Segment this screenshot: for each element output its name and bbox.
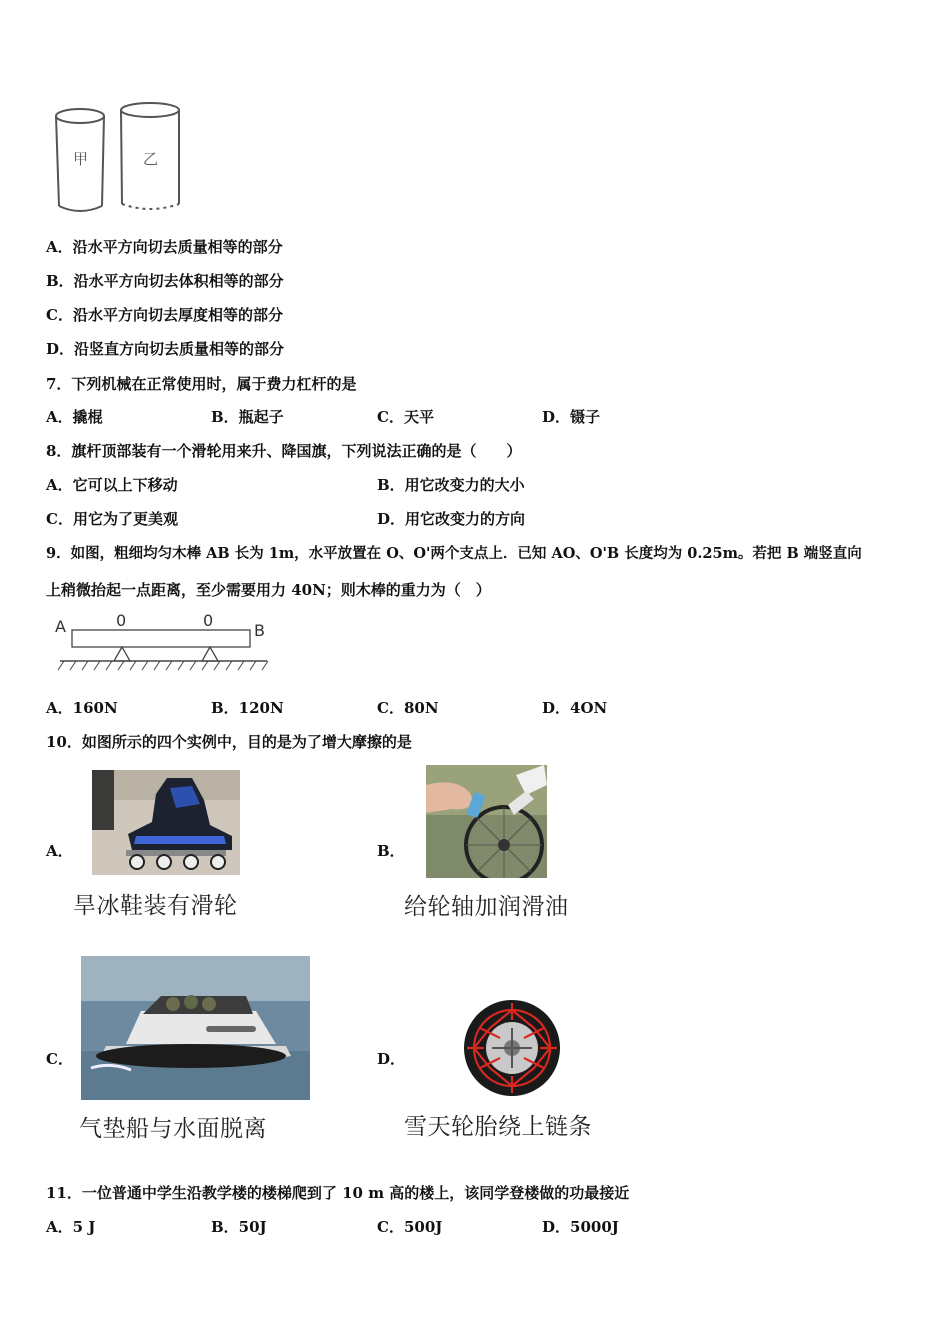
support-left <box>114 647 130 661</box>
q7-option-b: B．瓶起子 <box>211 408 284 426</box>
q11-option-a: A．5 J <box>46 1218 96 1236</box>
q10-option-d-letter: D． <box>377 1050 406 1068</box>
q9-option-b: B．120N <box>211 699 284 717</box>
q8-option-c: C．用它为了更美观 <box>46 510 178 528</box>
q10-option-a-caption: 旱冰鞋装有滑轮 <box>73 893 238 919</box>
q11-stem: 11．一位普通中学生沿教学楼的楼梯爬到了 10 m 高的楼上，该同学登楼做的功最接近 <box>46 1184 630 1202</box>
q8-stem: 8．旗杆顶部装有一个滑轮用来升、降国旗，下列说法正确的是（ ） <box>46 442 522 460</box>
q9-option-c: C．80N <box>377 699 439 717</box>
q7-option-d: D．镊子 <box>542 408 601 426</box>
q10-stem: 10．如图所示的四个实例中，目的是为了增大摩擦的是 <box>46 733 412 751</box>
q8-option-d: D．用它改变力的方向 <box>377 510 526 528</box>
q11-option-d: D．5000J <box>542 1218 619 1236</box>
q9-stem-line2: 上稍微抬起一点距离，至少需要用力 40N；则木棒的重力为（ ） <box>46 581 491 599</box>
skate-wheel <box>184 855 198 869</box>
q6-option-d: D．沿竖直方向切去质量相等的部分 <box>46 340 285 358</box>
cylinder-jia-label: 甲 <box>73 150 89 168</box>
wooden-rod <box>72 630 250 647</box>
q9-stem-line1: 9．如图，粗细均匀木棒 AB 长为 1m，水平放置在 O、O'两个支点上．已知 AO、O'B 长度均为 0.25m。若把 B 端竖直向 <box>46 545 862 562</box>
ground-hatch <box>58 661 268 670</box>
q6-option-c: C．沿水平方向切去厚度相等的部分 <box>46 306 283 324</box>
q11-option-c: C．500J <box>377 1218 443 1236</box>
hovercraft-photo <box>81 956 310 1100</box>
skate-wheel <box>130 855 144 869</box>
hovercraft-skirt <box>96 1044 286 1068</box>
q7-option-c: C．天平 <box>377 408 434 426</box>
bicycle-lubricate-photo <box>426 765 547 878</box>
q11-option-b: B．50J <box>211 1218 267 1236</box>
q10-option-d-caption: 雪天轮胎绕上链条 <box>404 1114 592 1140</box>
q10-option-c-caption: 气垫船与水面脱离 <box>79 1116 267 1142</box>
skate-wheel <box>157 855 171 869</box>
q10-option-a-letter: A． <box>46 842 73 860</box>
lever-label-a: A <box>55 617 66 636</box>
lever-figure <box>50 608 275 678</box>
q9-option-a: A．160N <box>46 699 118 717</box>
q10-option-c-letter: C． <box>46 1050 73 1068</box>
q7-stem: 7．下列机械在正常使用时，属于费力杠杆的是 <box>46 375 357 393</box>
lever-label-o1: 0 <box>116 611 127 630</box>
roller-skate-photo <box>92 770 240 875</box>
lever-label-o2: 0 <box>203 611 214 630</box>
cylinder-yi-label: 乙 <box>143 150 159 168</box>
cylinders-figure <box>48 98 188 218</box>
q9-option-d: D．4ON <box>542 699 608 717</box>
q8-option-b: B．用它改变力的大小 <box>377 476 525 494</box>
q6-option-b: B．沿水平方向切去体积相等的部分 <box>46 272 284 290</box>
lever-label-b: B <box>254 621 265 640</box>
q8-option-a: A．它可以上下移动 <box>46 476 178 494</box>
skate-wheel <box>211 855 225 869</box>
support-right <box>202 647 218 661</box>
q6-option-a: A．沿水平方向切去质量相等的部分 <box>46 238 283 256</box>
q10-option-b-caption: 给轮轴加润滑油 <box>404 894 569 920</box>
snow-chain-tire-photo <box>460 998 565 1098</box>
q10-option-b-letter: B． <box>377 842 405 860</box>
q7-option-a: A．撬棍 <box>46 408 103 426</box>
